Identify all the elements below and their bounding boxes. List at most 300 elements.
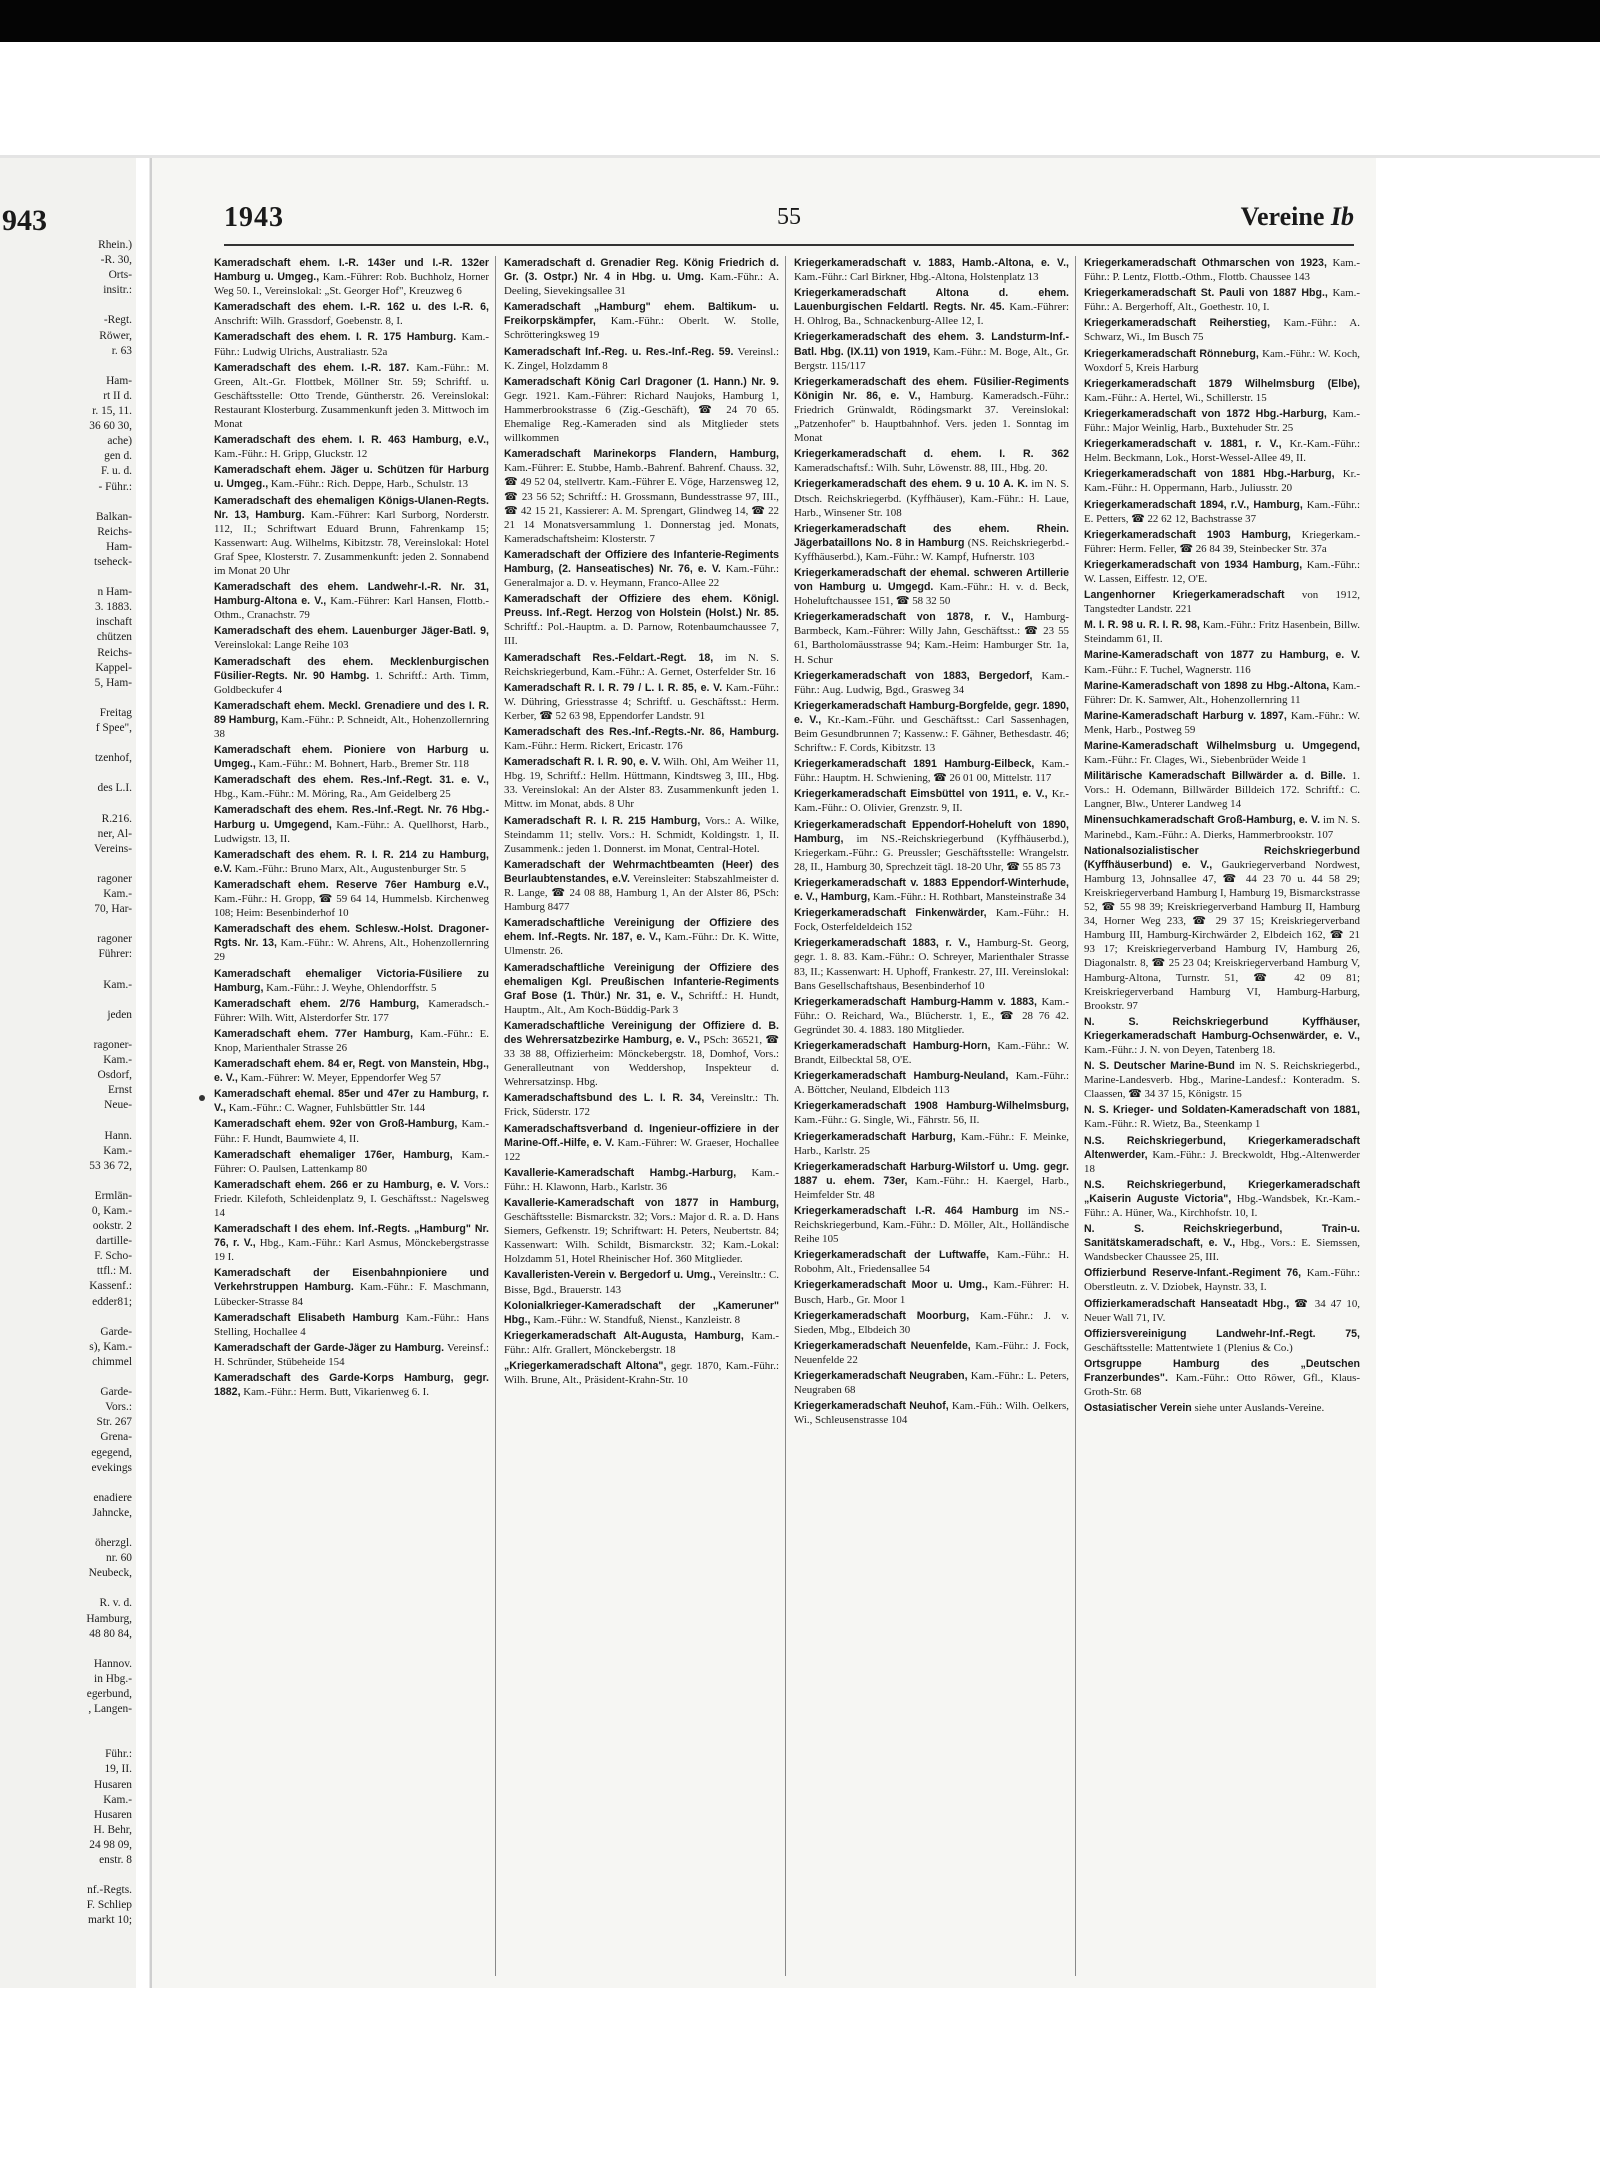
previous-page-line: egerbund,: [86, 1688, 132, 1700]
directory-entry: [1084, 407, 1360, 435]
entry-name: Kriegerkameradschaft St. Pauli von 1887 Hbg.,: [1084, 287, 1328, 300]
directory-entry: [1084, 1222, 1360, 1264]
entry-details: Kam.-Führ.: Aug. Ludwig, Bgd., Grasweg 34: [794, 669, 1069, 696]
directory-page: [150, 158, 1376, 1988]
entry-name: Kriegerkameradschaft 1891 Hamburg-Eilbeck,: [794, 758, 1035, 771]
entry-name: Kriegerkameradschaft Hamburg-Hamm v. 1883,: [794, 995, 1037, 1008]
entry-details: Kam.-Führ.: A. Böttcher, Neuland, Elbdeich 113: [794, 1070, 1069, 1097]
entry-details: Kr.-Kam.-Führ.: O. Olivier, Grenzstr. 9, II.: [794, 788, 1069, 815]
entry-details: Kam.-Führ.: W. Menk, Harb., Postweg 59: [1084, 709, 1360, 736]
directory-entry: [504, 651, 779, 679]
directory-entry: [214, 463, 489, 491]
entry-name: Offizierbund Reserve-Infant.-Regiment 76,: [1084, 1267, 1302, 1280]
directory-entry: [794, 1278, 1069, 1306]
entry-name: Kriegerkameradschaft Othmarschen von 1923,: [1084, 257, 1327, 269]
directory-entry: [504, 1329, 779, 1357]
previous-page-line: Hannov.: [93, 1657, 132, 1670]
directory-entry: [794, 256, 1069, 284]
previous-page-line: des L.I.: [97, 782, 132, 795]
entry-details: Kriegerkam.-Führer: Herm. Feller, ☎ 26 84 39, Steinbecker Str. 37a: [1084, 528, 1360, 555]
directory-entry: [214, 655, 489, 697]
entry-name: Kameradschaft ehem. Reserve 76er Hamburg e.V.,: [214, 878, 489, 891]
previous-page-line: Osdorf,: [97, 1069, 132, 1082]
previous-page-line: [0, 1717, 136, 1732]
directory-entry: [1084, 437, 1360, 465]
directory-entry: [504, 1091, 779, 1119]
directory-entry: [214, 433, 489, 461]
page-header: [224, 202, 1354, 238]
entry-name: Kriegerkameradschaft von 1872 Hbg.-Harburg,: [1084, 407, 1327, 420]
entry-details: Kam.-Führ.: Dr. K. Witte, Ulmenstr. 26.: [504, 931, 779, 958]
previous-page-line: evekings: [91, 1461, 132, 1474]
previous-page-line: Balkan-: [95, 510, 132, 523]
entry-details: Kam.-Führer: Karl Hansen, Flottb.-Othm., Cranachstr. 79: [214, 595, 489, 622]
entry-details: Hbg., Vors.: E. Siemssen, Wandsbecker Chaussee 25, III.: [1084, 1237, 1361, 1264]
entry-name: Kameradschaft ehem. Pioniere von Harburg u. Umgeg.,: [214, 744, 489, 771]
entry-name: Ostasiatischer Verein: [1084, 1402, 1192, 1415]
entry-details: Kam.-Führ.: Rich. Deppe, Harb., Schulstr. 13: [268, 478, 469, 491]
directory-entry: [214, 967, 489, 995]
previous-page-line: , Langen-: [88, 1703, 132, 1716]
entry-details: Kam.-Führ.: J. N. von Deyen, Tatenberg 18.: [1084, 1043, 1276, 1056]
entry-details: Kam.-Führ.: M. Boge, Alt., Gr. Bergstr. 115/117: [794, 345, 1069, 372]
entry-name: Kriegerkameradschaft Neuenfelde,: [794, 1339, 971, 1352]
directory-entry: [214, 1148, 489, 1176]
section-title: [1241, 202, 1354, 232]
previous-page-line: ner, Al-: [97, 827, 132, 840]
directory-entry: [504, 592, 779, 648]
entry-name: Kriegerkameradschaft 1908 Hamburg-Wilhelmsburg,: [794, 1100, 1069, 1113]
previous-page-line: [0, 1868, 136, 1883]
directory-entry: [794, 1339, 1069, 1367]
entry-name: Kameradschaft ehemaliger 176er, Hamburg,: [214, 1148, 453, 1161]
entry-name: Kameradschaft ehem. 2/76 Hamburg,: [214, 997, 420, 1010]
directory-entry: [794, 1369, 1069, 1397]
entry-details: 1. Vors.: H. Odemann, Billwärder Billdeich 172. Schriftf.: C. Langner, Blw., Unterer Landweg 14: [1084, 770, 1360, 811]
previous-page-line: Kam.-: [103, 978, 132, 991]
previous-page-line: [0, 691, 136, 706]
previous-page-line: [0, 495, 136, 510]
entry-details: Kr.-Kam.-Führ.: H. Oppermann, Harb., Juliusstr. 20: [1084, 468, 1360, 495]
directory-entry: [504, 548, 779, 590]
entry-details: Kam.-Führ.: Alfr. Grallert, Mönckebergstr. 18: [504, 1329, 779, 1356]
previous-page-line: [0, 1113, 136, 1128]
directory-entry: [214, 1371, 489, 1399]
directory-entry: [504, 1196, 779, 1266]
entry-details: Kam.-Führer: Rob. Buchholz, Horner Weg 50. I., Vereinslokal: „St. Georger Hof", Kreuzweg 6: [214, 271, 490, 298]
directory-entry: [794, 522, 1069, 564]
directory-entry: [1084, 679, 1360, 707]
entry-details: im N. S. Dtsch. Reichskriegerbd. (Kyffhäuser), Kam.-Führ.: H. Laue, Harb., Winsener Str. 108: [794, 478, 1069, 519]
entry-name: Kameradschaftliche Vereinigung der Offiziere d. B. des Wehrersatzbezirke Hamburg, e. V.,: [504, 1019, 779, 1046]
directory-entry: [1084, 813, 1360, 841]
column-4: [1076, 256, 1366, 1976]
entry-name: Kameradschaft I des ehem. Inf.-Regts. „Hamburg" Nr. 76, r. V.,: [214, 1223, 489, 1250]
previous-page-line: Neue-: [104, 1099, 132, 1112]
previous-page-line: Garde-: [100, 1325, 132, 1338]
entry-details: Kam.-Führ.: C. Wagner, Fuhlsbüttler Str. 144: [225, 1102, 426, 1115]
page-year: 1943: [224, 202, 284, 233]
directory-entry: [794, 818, 1069, 874]
entry-details: Kam.-Führer: O. Paulsen, Lattenkamp 80: [214, 1148, 489, 1175]
entry-details: ☎ 34 47 10, Neuer Wall 71, IV.: [1084, 1297, 1361, 1324]
directory-entry: [794, 610, 1069, 666]
directory-entry: [794, 1069, 1069, 1097]
previous-page-line: - Führ.:: [98, 480, 132, 493]
entry-name: Kolonialkrieger-Kameradschaft der „Kameruner" Hbg.,: [504, 1299, 779, 1326]
previous-page-line: Kam.-: [103, 1144, 132, 1157]
entry-name: Kameradschaft R. I. R. 215 Hamburg,: [504, 814, 701, 827]
entry-details: Kam.-Führ.: Generalmajor a. D. v. Heymann, Franco-Allee 22: [504, 562, 779, 590]
entry-details: (NS. Reichskriegerbd.-Kyffhäuserbd.), Kam.-Führ.: W. Kampf, Hufnerstr. 103: [794, 536, 1070, 563]
entry-details: Kam.-Führ.: Otto Röwer, Gfl., Klaus-Groth-Str. 68: [1084, 1372, 1360, 1399]
entry-name: Kameradschaft König Carl Dragoner (1. Hann.) Nr. 9.: [504, 375, 779, 388]
entry-name: Kameradschaft Res.-Feldart.-Regt. 18,: [504, 651, 714, 664]
entry-details: Kr.-Kam.-Führ. und Geschäftsst.: Carl Sassenhagen, Beim Gesundbrunnen 7; Kassenw.: F. Gähner, Bethesdastr. 46; Schriftw.: F. Cords, Kibitzstr. 13: [794, 713, 1069, 755]
entry-details: Schriftf.: Pol.-Hauptm. a. D. Parnow, Rotenbaumchaussee 7, III.: [504, 621, 779, 648]
entry-name: Kriegerkameradschaft Moor u. Umg.,: [794, 1279, 988, 1292]
directory-entry: [1084, 1401, 1360, 1415]
directory-entry: [794, 669, 1069, 697]
previous-page-line: edder81;: [92, 1295, 132, 1308]
directory-entry: [1084, 1297, 1360, 1325]
entry-details: Kam.-Führ.: H. Rothbart, Mansteinstraße 34: [870, 891, 1066, 904]
entry-details: Kam.-Führ.: Bruno Marx, Alt., Augustenburger Str. 5: [231, 862, 467, 875]
section-name: Vereine: [1240, 202, 1325, 231]
entry-details: Kam.-Führ.: A. Quellhorst, Harb., Ludwigstr. 13, II.: [214, 818, 489, 845]
previous-page-line: 3. 1883.: [94, 601, 132, 614]
entry-name: Kameradschaftsbund des L. I. R. 34,: [504, 1092, 705, 1105]
entry-name: Kriegerkameradschaft Hamburg-Horn,: [794, 1039, 991, 1052]
previous-page-line: Garde-: [100, 1386, 132, 1399]
previous-page-line: Vors.:: [105, 1401, 132, 1414]
entry-details: Kam.-Führ.: P. Lentz, Flottb.-Othm., Flottb. Chaussee 143: [1084, 257, 1360, 284]
entry-name: Kriegerkameradschaft der Luftwaffe,: [794, 1249, 989, 1262]
entry-details: Hbg., Kam.-Führ.: Karl Asmus, Mönckebergstrasse 19 I.: [214, 1237, 489, 1264]
entry-name: Kameradschaft „Hamburg" ehem. Baltikum- u. Freikorpskämpfer,: [504, 301, 779, 328]
previous-page-line: öherzgl.: [94, 1537, 132, 1550]
directory-entry: [1084, 648, 1360, 676]
directory-entry: [794, 906, 1069, 934]
entry-name: Kameradschaft des ehem. I. R. 463 Hamburg, e.V.,: [214, 434, 489, 447]
previous-page-line: r. 63: [111, 344, 132, 357]
directory-entry: [214, 848, 489, 876]
directory-entry: [1084, 498, 1360, 526]
previous-page-line: Orts-: [108, 269, 132, 282]
directory-entry: [794, 447, 1069, 475]
previous-page-line: [0, 570, 136, 585]
previous-page-edge: [0, 158, 136, 1988]
previous-page-line: R. v. d.: [99, 1597, 132, 1610]
entry-name: Kriegerkameradschaft Harburg,: [794, 1130, 956, 1143]
directory-entry: [794, 995, 1069, 1037]
entry-name: Nationalsozialistischer Reichskriegerbund (Kyffhäuserbund) e. V.,: [1084, 844, 1360, 871]
previous-page-line: 19, II.: [104, 1763, 132, 1776]
entry-name: Marine-Kameradschaft Harburg v. 1897,: [1084, 709, 1287, 722]
directory-entry: [214, 1341, 489, 1369]
directory-entry: [214, 624, 489, 652]
previous-page-line: Vereins-: [94, 842, 132, 855]
previous-page-line: Ham-: [106, 374, 132, 387]
previous-page-line: in Hbg.-: [94, 1672, 132, 1685]
entry-details: Vereinsl.: K. Zingel, Holzdamm 8: [504, 345, 779, 372]
entry-name: Kriegerkameradschaft Harburg-Wilstorf u. Umg. gegr. 1887 u. ehem. 73er,: [794, 1160, 1069, 1187]
entry-name: N. S. Reichskriegerbund Kyffhäuser, Kriegerkameradschaft Hamburg-Ochsenwärder, e. V.,: [1084, 1015, 1360, 1042]
directory-entry: [794, 1160, 1069, 1202]
previous-page-line: 70, Har-: [94, 903, 132, 916]
previous-page-line: [0, 993, 136, 1008]
directory-entry: [214, 773, 489, 801]
previous-page-line: [0, 1023, 136, 1038]
previous-page-line: 48 80 84,: [89, 1627, 132, 1640]
entry-name: Kameradschaft ehem. 84 er, Regt. von Manstein, Hbg., e. V.,: [214, 1058, 489, 1085]
entry-name: Kriegerkameradschaft v. 1883 Eppendorf-Winterhude, e. V., Hamburg,: [794, 876, 1069, 904]
previous-page-line: [0, 1581, 136, 1596]
previous-page-line: [0, 359, 136, 374]
entry-name: „Kriegerkameradschaft Altona",: [504, 1360, 667, 1373]
entry-details: Kam.-Führer: Karl Surborg, Norderstr. 112, II.; Schriftwart Eduard Brunn, Fahrenkamp 15; Kassenwart: Aug. Wilhelms, Kibitzstr. 78, Vereinslokal: Hotel Graf Spee, Klosterstr. 7. Zusammenkunft: jeden 2. Sonnabend im Monat 20 Uhr: [214, 508, 490, 577]
entry-details: Hamburg-Barmbeck, Kam.-Führer: Willy Jahn, Geschäftsst.: ☎ 23 55 61, Bartholomäusstrasse 94; Kam.-Heim: Hamburger Str. 1a, H. Schur: [794, 611, 1069, 666]
section-letter: Ib: [1330, 202, 1354, 231]
entry-details: Hamburg. Kameradsch.-Führ.: Friedrich Grünwaldt, Rödingsmarkt 37. Vereinslokal: „Patzenhofer" b. Hauptbahnhof. Vers. jeden 1. Sonntag im Monat: [794, 389, 1069, 445]
entry-name: Kriegerkameradschaft des ehem. 9 u. 10 A. K.: [794, 478, 1028, 491]
entry-details: Hamburg-St. Georg, gegr. 1. 8. 83. Kam.-Führ.: O. Schreyer, Marienthaler Strasse 83, II.; Kassenwart: H. Uphoff, Frankestr. 27, III. Vereinslokal: Bans Gesellschaftshaus, Besenbinderhof 10: [794, 937, 1069, 992]
directory-entry: [504, 1299, 779, 1327]
entry-name: N.S. Reichskriegerbund, Kriegerkameradschaft „Kaiserin Auguste Victoria",: [1084, 1178, 1360, 1205]
entry-details: PSch: 36521, ☎ 33 38 88, Offizierheim: Mönckebergstr. 18, Domhof, Vors.: Generalleutnant von Weddershop, Inspekteur d. Wehrersatzinsp. Hbg.: [504, 1033, 779, 1089]
ink-spot: [199, 1095, 205, 1101]
directory-entry: [504, 725, 779, 753]
previous-page-line: Husaren: [94, 1808, 132, 1821]
previous-page-line: s), Kam.-: [89, 1340, 132, 1353]
previous-page-line: Kappel-: [95, 661, 132, 674]
directory-entry: [794, 477, 1069, 519]
entry-name: Offizierkameradschaft Hanseatadt Hbg.,: [1084, 1297, 1290, 1310]
previous-page-line: Grena-: [100, 1431, 132, 1444]
directory-entry: [794, 566, 1069, 608]
previous-page-line: Reichs-: [97, 646, 132, 659]
entry-details: Kam.-Führ.: H. Kaergel, Harb., Heimfelder Str. 48: [794, 1174, 1069, 1201]
entry-name: Kavallerie-Kameradschaft von 1877 in Hamburg,: [504, 1197, 779, 1209]
entry-name: Kameradschaftliche Vereinigung der Offiziere des ehemaligen Kgl. Preußischen Infanterie-Regiments Graf Bose (1. Thür.) Nr. 31, e. V.,: [504, 961, 779, 1002]
entry-details: Geschäftsstelle: Bismarckstr. 32; Vors.: Major d. R. a. D. Hans Siemers, Gefkenstr. 19; Schriftwart: H. Peters, Neubertstr. 84; Kassenwart: Wilh. Schildt, Bismarckstr. 32; Kam.-Lokal: Holzdamm 51, Hotel Rheinischer Hof. 360 Mitglieder.: [504, 1211, 779, 1266]
entry-name: Kriegerkameradschaft von 1883, Bergedorf,: [794, 669, 1033, 682]
directory-entry: [214, 256, 489, 298]
entry-details: Kam.-Führ.: Oberlt. W. Stolle, Schrötteringksweg 19: [504, 315, 779, 342]
entry-name: Kameradschaft des ehem. Lauenburger Jäger-Batl. 9,: [214, 625, 489, 638]
entry-details: Kam.-Führ.: Herm. Butt, Vikarienweg 6. I.: [240, 1386, 430, 1399]
previous-page-line: Ermlän-: [94, 1189, 132, 1202]
directory-entry: [504, 681, 779, 723]
entry-details: Hbg.-Wandsbek, Kr.-Kam.-Führ.: A. Hüner, Wa., Kirchhofstr. 10, I.: [1084, 1192, 1361, 1219]
entry-details: Kam.-Führer: W. Graeser, Hochallee 122: [504, 1136, 779, 1163]
previous-page-line: [0, 1310, 136, 1325]
entry-details: Hbg., Kam.-Führ.: M. Möring, Ra., Am Geidelberg 25: [214, 788, 451, 801]
entry-name: Kriegerkameradschaft von 1881 Hbg.-Harburg,: [1084, 468, 1335, 481]
directory-entry: [1084, 769, 1360, 811]
directory-entry: [794, 936, 1069, 992]
previous-page-line: ragoner: [97, 933, 132, 946]
directory-entry: [214, 743, 489, 771]
entry-name: Kriegerkameradschaft d. ehem. I. R. 362: [794, 448, 1069, 461]
entry-name: Kriegerkameradschaft I.-R. 464 Hamburg: [794, 1205, 1019, 1217]
previous-page-line: 36 60 30,: [89, 420, 132, 433]
directory-entry: [1084, 1266, 1360, 1294]
entry-details: Kam.-Führ.: W. Dühring, Griesstrasse 4; Schriftf. u. Geschäftsst.: Herm. Kerber, ☎ 52 63 98, Eppendorfer Landstr. 91: [504, 681, 779, 722]
entry-name: Kameradschaft des Res.-Inf.-Regts.-Nr. 86, Hamburg.: [504, 726, 779, 738]
entry-details: Vereinsf.: H. Schründer, Stübeheide 154: [214, 1341, 489, 1368]
directory-entry: [504, 300, 779, 342]
entry-details: Kam.-Führ.: P. Schneidt, Alt., Hohenzollernring 38: [214, 713, 490, 740]
previous-page-year: 943: [2, 204, 47, 237]
entry-name: Kriegerkameradschaft Alt-Augusta, Hamburg,: [504, 1329, 744, 1342]
previous-page-line: [0, 963, 136, 978]
entry-name: Langenhorner Kriegerkameradschaft: [1084, 589, 1285, 602]
directory-entry: [214, 997, 489, 1025]
previous-page-line: Neubeck,: [88, 1567, 132, 1580]
entry-name: Kameradschaft des ehem. I.-R. 162 u. des I.-R. 6,: [214, 301, 489, 314]
directory-entry: [794, 1039, 1069, 1067]
entry-details: Kam.-Führ.: W. Brandt, Eilbecktal 58, O'E.: [794, 1039, 1069, 1067]
entry-details: Gegr. 1921. Kam.-Führer: Richard Naujoks, Hamburg 1, Hammerbrookstrasse 6 (Zig.-Geschäft), ☎ 24 70 65. Ehemalige Reg.-Kameraden sind als Mitglieder stets willkommen: [504, 389, 779, 445]
entry-details: Kam.-Führ.: E. Petters, ☎ 22 62 12, Bachstrasse 37: [1084, 498, 1361, 525]
entry-details: Kam.-Führ.: W. Standfuß, Nienst., Kanzleistr. 8: [530, 1313, 741, 1326]
directory-entry: [794, 375, 1069, 445]
previous-page-line: Reichs-: [97, 525, 132, 538]
entry-name: Kameradschaft des ehem. Mecklenburgischen Füsilier-Regts. Nr. 90 Hambg.: [214, 655, 489, 682]
directory-entry: [504, 1166, 779, 1194]
directory-entry: [794, 1399, 1069, 1427]
directory-entry: [214, 878, 489, 920]
entry-name: Kriegerkameradschaft des ehem. Füsilier-Regiments Königin Nr. 86, e. V.,: [794, 375, 1069, 402]
previous-page-line: Kam.-: [103, 1054, 132, 1067]
entry-details: Vereinslokal: Lange Reihe 103: [214, 639, 349, 652]
entry-name: N.S. Reichskriegerbund, Kriegerkameradschaft Altenwerder,: [1084, 1134, 1360, 1161]
entry-name: Kameradschaft der Offiziere des Infanterie-Regiments Hamburg, (2. Hanseatisches) Nr. 76, e. V.: [504, 548, 779, 575]
entry-details: Kam.-Führ.: E. Knop, Marienthaler Strasse 26: [214, 1027, 490, 1054]
entry-details: Vors.: A. Wilke, Steindamm 11; stellv. Vors.: H. Schmidt, Koldingstr. 1, II. Zusammenk.: jeden 1. Donnerst. im Monat, Central-Hotel.: [504, 814, 779, 855]
entry-details: Kam.-Führer: W. Meyer, Eppendorfer Weg 57: [237, 1072, 442, 1085]
previous-page-line: [0, 796, 136, 811]
directory-entry: [504, 1359, 779, 1387]
entry-name: Kameradschaft Inf.-Reg. u. Res.-Inf.-Reg. 59.: [504, 345, 734, 358]
previous-page-line: tseheck-: [94, 555, 132, 568]
entry-name: Kriegerkameradschaft v. 1881, r. V.,: [1084, 438, 1282, 451]
columns: [206, 256, 1366, 1976]
page-number: 55: [777, 204, 801, 230]
entry-details: Schriftf.: H. Hundt, Hauptm., Alt., Am Koch-Büddig-Park 3: [504, 989, 779, 1016]
directory-entry: [214, 1117, 489, 1145]
entry-name: Kriegerkameradschaft v. 1883, Hamb.-Altona, e. V.,: [794, 257, 1069, 269]
directory-entry: [794, 1130, 1069, 1158]
entry-name: Kavallerie-Kameradschaft Hambg.-Harburg,: [504, 1166, 737, 1179]
previous-page-line: insitr.:: [103, 284, 132, 297]
previous-page-line: [0, 1521, 136, 1536]
previous-page-line: inschaft: [95, 616, 132, 629]
entry-details: Kam.-Führ.: Major Weinlig, Harb., Buxtehuder Str. 25: [1084, 407, 1360, 435]
directory-entry: [214, 1266, 489, 1308]
entry-details: Anschrift: Wilh. Grassdorf, Goebenstr. 8, I.: [214, 315, 403, 328]
entry-details: Kr.-Kam.-Führ.: Helm. Beckmann, Lok., Horst-Wessel-Allee 49, II.: [1084, 438, 1361, 465]
directory-entry: [504, 256, 779, 298]
entry-name: Kameradschaft des ehem. R. I. R. 214 zu Hamburg, e.V.: [214, 848, 489, 875]
directory-entry: [794, 1204, 1069, 1246]
previous-page-line: ache): [107, 435, 132, 448]
directory-entry: [214, 580, 489, 622]
entry-details: Kam.-Führ.: L. Peters, Neugraben 68: [794, 1370, 1069, 1397]
entry-name: Kriegerkameradschaft Finkenwärder,: [794, 907, 987, 920]
entry-name: Offiziersvereinigung Landwehr-Inf.-Regt. 75,: [1084, 1327, 1360, 1340]
entry-details: Kam.-Führ.: W. Ahrens, Alt., Hohenzollernring 29: [214, 937, 489, 964]
entry-name: Kameradschaft des ehem. Res.-Inf.-Regt. 31. e. V.,: [214, 774, 489, 787]
previous-page-line: Husaren: [94, 1778, 132, 1791]
entry-details: Kam.-Führ.: H. Gropp, ☎ 59 64 14, Hummelsb. Kirchenweg 108; Heim: Besenbinderhof 10: [214, 893, 489, 920]
directory-entry: [1084, 1134, 1360, 1176]
previous-page-line: F. Schliep: [86, 1899, 132, 1912]
entry-name: Kriegerkameradschaft Reiherstieg,: [1084, 317, 1271, 330]
directory-entry: [1084, 844, 1360, 1013]
entry-name: Kriegerkameradschaft 1903 Hamburg,: [1084, 528, 1291, 541]
entry-details: Kam.-Führ.: M. Green, Alt.-Gr. Flottbek, Möllner Str. 59; Schriftf. u. Geschäftsstelle: Otto Trende, Güntherstr. 26. Vereinslokal: Restaurant Klosterburg. Zusammenkunft jeden 3. Mittwoch im Monat: [214, 361, 489, 431]
directory-entry: [794, 1248, 1069, 1276]
entry-details: Kam.-Führ.: A. Schwarz, Wi., Im Busch 75: [1084, 317, 1361, 344]
entry-details: im N. S. Marinebd., Kam.-Führ.: A. Dierks, Hammerbrookstr. 107: [1084, 814, 1360, 841]
directory-entry: [1084, 377, 1360, 405]
entry-details: Vereinsleiter: Stabszahlmeister d. R. Lange, ☎ 24 08 88, Hamburg 1, An der Alster 86, PSch: Hamburg 8477: [504, 872, 779, 914]
directory-entry: [1084, 739, 1360, 767]
previous-page-line: jeden: [107, 1008, 132, 1021]
directory-entry: [214, 1087, 489, 1115]
directory-entry: [1084, 467, 1360, 495]
directory-entry: [214, 803, 489, 845]
previous-page-line: [0, 1642, 136, 1657]
directory-entry: [794, 876, 1069, 904]
entry-details: Kam.-Führ.: G. Single, Wi., Fährstr. 56, II.: [794, 1114, 980, 1127]
directory-entry: [504, 814, 779, 856]
previous-page-line: [0, 298, 136, 313]
entry-details: Kam.-Führ.: H. v. d. Beck, Hoheluftchaussee 151, ☎ 58 32 50: [794, 581, 1069, 608]
previous-page-line: chützen: [96, 631, 132, 644]
entry-details: im NS.-Reichskriegerbund (Kyffhäuserbd.), Kriegerkam.-Führ.: G. Preussler; Geschäftsstelle: Wrangelstr. 28, II., Hamburg 30, Sprechzeit tägl. 18-20 Uhr, ☎ 55 85 73: [794, 832, 1069, 873]
directory-entry: [794, 1099, 1069, 1127]
directory-entry: [1084, 588, 1360, 616]
column-2: [496, 256, 786, 1976]
entry-name: Kameradschaft R. I. R. 79 / L. I. R. 85, e. V.: [504, 681, 723, 694]
previous-page-line: Kam.-: [103, 1793, 132, 1806]
directory-entry: [1084, 286, 1360, 314]
previous-page-line: r. 15, 11.: [92, 405, 132, 418]
previous-page-line: [0, 736, 136, 751]
entry-name: Kriegerkameradschaft von 1934 Hamburg,: [1084, 558, 1303, 571]
entry-details: Kam.-Führer: E. Stubbe, Hamb.-Bahrenf. Bahrenf. Chauss. 32, ☎ 49 52 04, stellvertr. Kam.-Führer E. Vöge, Harzensweg 12, ☎ 23 56 52; Schriftf.: H. Grossmann, Bundesstrasse 97, III., ☎ 42 15 21, Kassierer: A. M. Sprengart, Glindweg 14, ☎ 22 21 14 Monatsversammlung 1. Donnerstag jed. Monats, Kameradschaftsheim: Klosterstr. 7: [504, 462, 779, 545]
previous-page-line: dartille-: [95, 1235, 132, 1248]
entry-details: Kam.-Führ.: A. Deeling, Sievekingsallee 31: [504, 271, 779, 298]
previous-page-line: Ham-: [106, 540, 132, 553]
directory-entry: [1084, 558, 1360, 586]
entry-name: Kavalleristen-Verein v. Bergedorf u. Umg.,: [504, 1269, 716, 1282]
entry-details: Kam.-Führ.: M. Bohnert, Harb., Bremer Str. 118: [255, 758, 469, 771]
previous-page-line: 53 36 72,: [89, 1159, 132, 1172]
previous-page-line: [0, 1174, 136, 1189]
previous-page-line: 5, Ham-: [94, 676, 132, 689]
entry-details: Kam.-Führ.: A. Bergerhoff, Alt., Goethestr. 10, I.: [1084, 287, 1360, 314]
entry-name: Kameradschaft R. I. R. 90, e. V.: [504, 756, 661, 769]
entry-details: gegr. 1870, Kam.-Führ.: Wilh. Brune, Alt., Präsident-Krahn-Str. 10: [504, 1360, 779, 1387]
previous-page-line: H. Behr,: [93, 1823, 132, 1836]
directory-entry: [1084, 709, 1360, 737]
entry-details: Kam.-Führ.: F. Hundt, Baumwiete 4, II.: [214, 1118, 489, 1145]
directory-entry: [214, 494, 489, 579]
